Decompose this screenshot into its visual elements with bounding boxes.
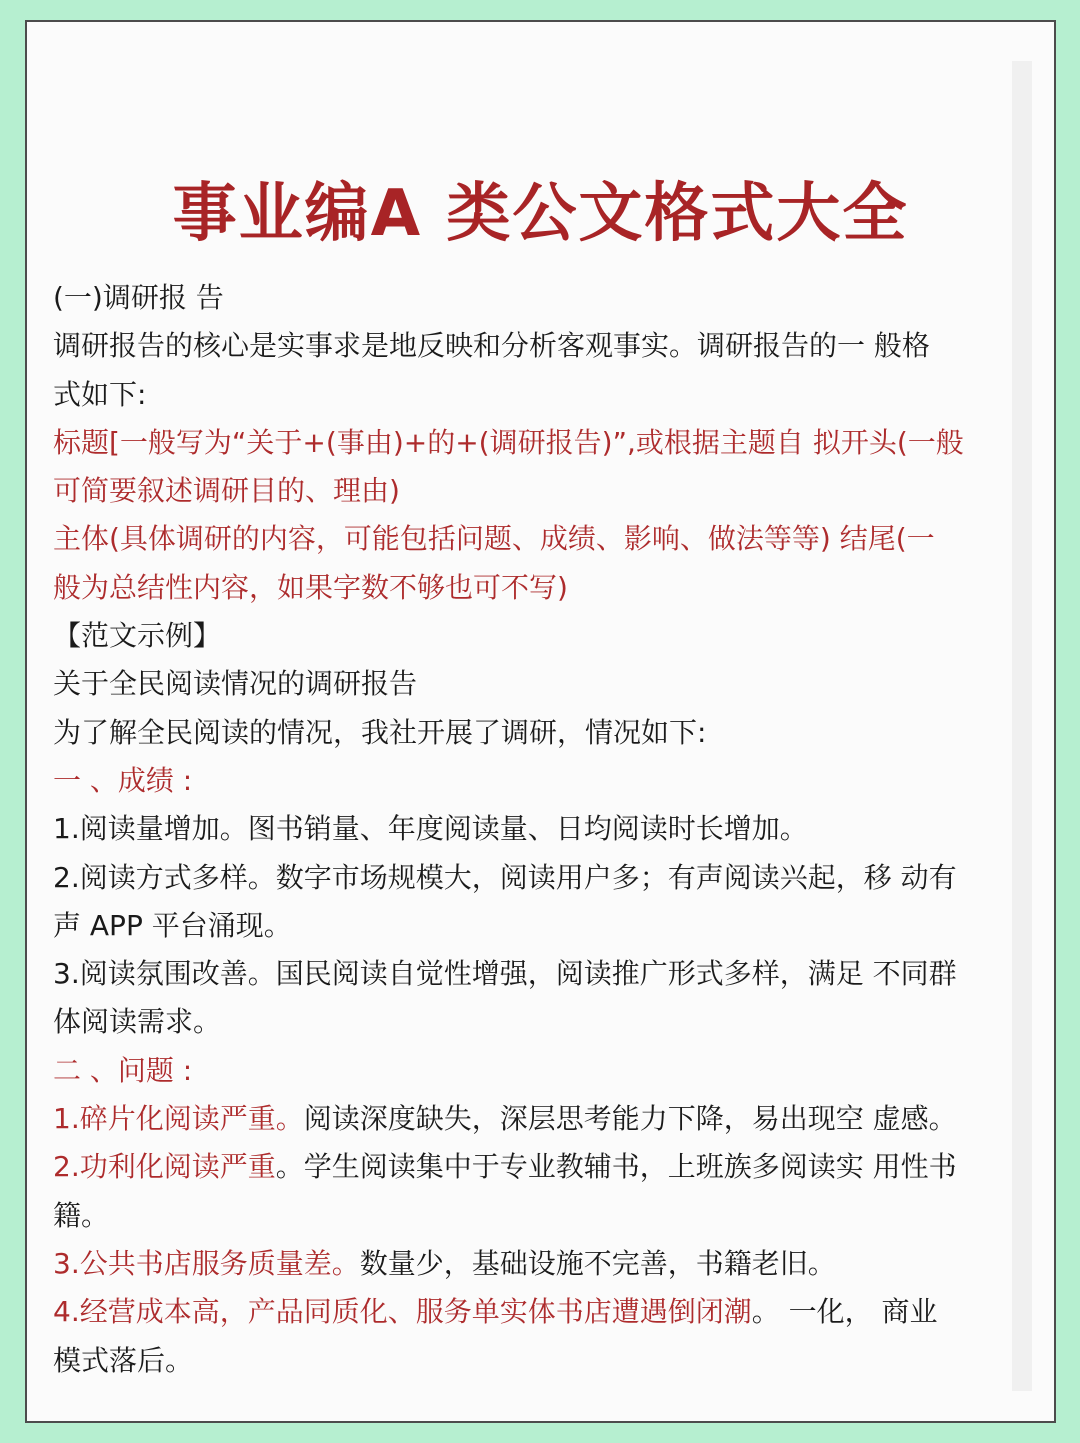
list-item-lead: 1.碎片化阅读严重。 [53, 1102, 304, 1136]
section-heading-research-report: (一)调研报 告 [53, 281, 224, 314]
format-title-line: 标题[一般写为“关于+(事由)+的+(调研报告)”,或根据主题自 拟开头(一般 [53, 425, 964, 459]
body-line: 式如下: [53, 377, 147, 411]
page-title: 事业编A 类公文格式大全 [172, 177, 909, 251]
list-item: 籍。 [53, 1198, 110, 1232]
format-body-line: 般为总结性内容，如果字数不够也可不写) [53, 570, 568, 604]
list-item: 体阅读需求。 [53, 1005, 222, 1039]
list-item-lead: 4.经营成本高，产品同质化、服务单实体书店遭遇倒闭潮 [53, 1295, 752, 1329]
list-item: 1.阅读量增加。图书销量、年度阅读量、日均阅读时长增加。 [53, 812, 808, 846]
list-item-text: 。学生阅读集中于专业教辅书，上班族多阅读实 用性书 [275, 1150, 957, 1184]
list-item [53, 1288, 1028, 1336]
list-item-lead: 3.公共书店服务质量差。 [53, 1246, 360, 1280]
example-heading: 【范文示例】 [53, 619, 222, 653]
document-body [53, 274, 1028, 1385]
subheading-achievements: 一 、成绩 : [53, 763, 193, 797]
document-card [25, 20, 1056, 1423]
format-body-line: 主体(具体调研的内容，可能包括问题、成绩、影响、做法等等) 结尾(一 [53, 522, 935, 556]
list-item: 模式落后。 [53, 1343, 194, 1377]
list-item [53, 1240, 1028, 1288]
list-item: 2.阅读方式多样。数字市场规模大，阅读用户多；有声阅读兴起，移 动有 [53, 860, 957, 894]
list-item-text: 数量少，基础设施不完善，书籍老旧。 [359, 1246, 836, 1280]
list-item-text: 阅读深度缺失，深层思考能力下降，易出现空 虚感。 [303, 1102, 957, 1136]
list-item: 3.阅读氛围改善。国民阅读自觉性增强，阅读推广形式多样，满足 不同群 [53, 957, 957, 991]
list-item: 声 APP 平台涌现。 [53, 908, 292, 942]
example-title: 关于全民阅读情况的调研报告 [53, 667, 418, 701]
list-item [53, 1143, 1028, 1191]
body-line: 调研报告的核心是实事求是地反映和分析客观事实。调研报告的一 般格 [53, 329, 930, 363]
list-item-text: 。 一化， 商业 [751, 1295, 938, 1329]
list-item-lead: 2.功利化阅读严重 [53, 1150, 276, 1184]
body-line: 为了解全民阅读的情况，我社开展了调研，情况如下: [53, 715, 707, 749]
format-title-line: 可简要叙述调研目的、理由) [53, 474, 400, 508]
list-item [53, 1095, 1028, 1143]
subheading-problems: 二 、问题 : [53, 1053, 193, 1087]
